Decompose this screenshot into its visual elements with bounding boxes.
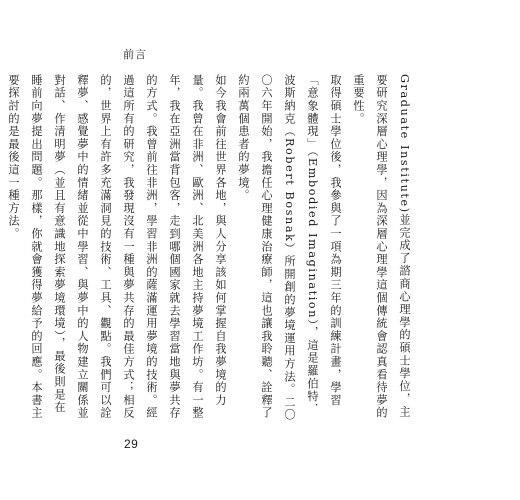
body-text <box>7 74 416 424</box>
page-number: 29 <box>124 437 139 451</box>
paragraph <box>0 74 2 424</box>
paragraph: 如今我會前往世界各地，與人分享該如何掌握自我夢境的力量。我曾在非洲、歐洲、北美洲各地主持夢境工作坊。有一整年，我在亞洲當背包客，走到哪個國家就去學習當地與夢共存的方式。我曾前往非洲，學習非洲的薩滿運用夢境的技術。經過這所有的研究，我發現沒有一種與夢共存的最佳方式；相反的，世界上有許多充滿洞見的技術、工具、觀點。我們可以詮釋夢、感覺夢中的情緒並從中學習、與夢中的人物建立關係並對話、作清明夢（並且有意識地探索夢境環境），最後則是在睡前向夢提出問題。那樣，你就會獲得夢給予的回應。本書主要探討的是最後這一種方法。 <box>7 74 227 420</box>
paragraph: 取得碩士學位後，我參與了一項為期三年的訓練計畫，學習「意象體現」（Embodied Imagination），這是羅伯特．波斯納克（Robert Bosnak）所開創的夢境運用方法。二〇〇六年開始，我擔任心理健康治療師，這也讓我聆聽、詮釋了約兩萬個患者的夢境。 <box>237 74 342 422</box>
paragraph: Graduate Institute)並完成了諮商心理學的碩士學位，主要研究深層心理學，因為深層心理學這個傳統會認真看待夢的重要性。 <box>352 74 411 420</box>
running-header: 前言 <box>123 48 147 61</box>
